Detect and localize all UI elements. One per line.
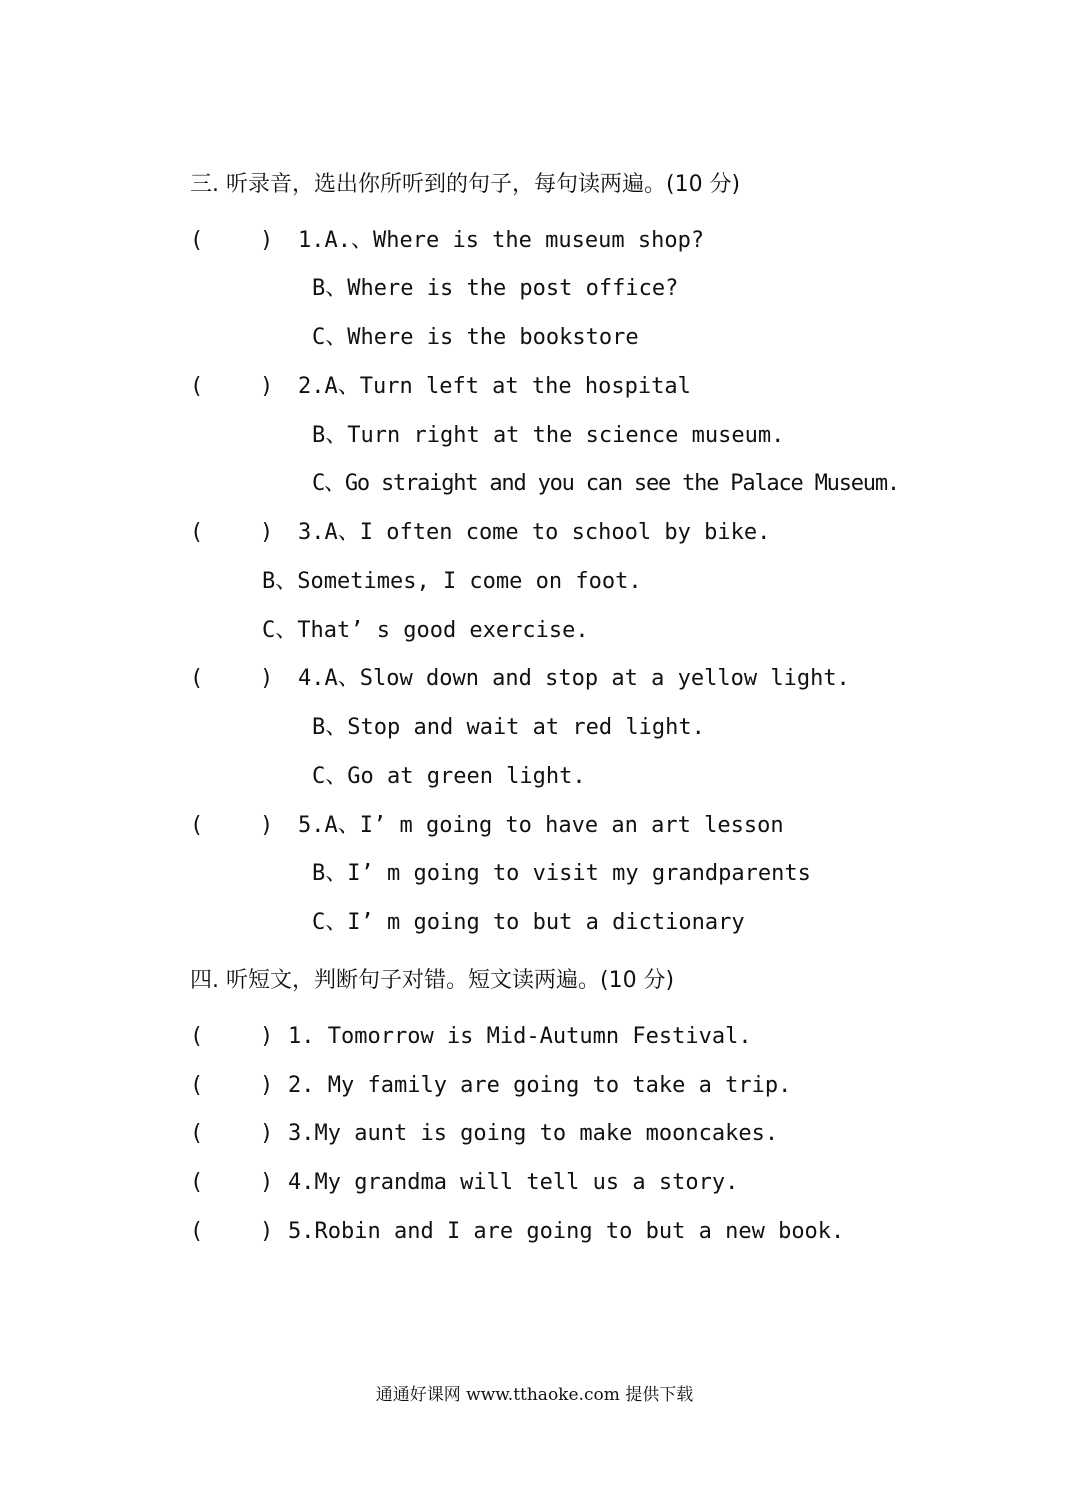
question-3-option-a: 3.A、I often come to school by bike. — [298, 520, 771, 545]
answer-bracket-open: ( — [190, 1073, 204, 1098]
question-2-option-a: 2.A、Turn left at the hospital — [298, 374, 691, 399]
judge-item-3: 3.My aunt is going to make mooncakes. — [288, 1121, 779, 1146]
answer-bracket-open: ( — [190, 1170, 204, 1195]
answer-bracket-close: ) — [260, 666, 274, 691]
answer-bracket-open: ( — [190, 1219, 204, 1244]
answer-bracket-close: ) — [260, 374, 274, 399]
judge-item-2: 2. My family are going to take a trip. — [288, 1073, 792, 1098]
question-1-option-b: B、Where is the post office? — [312, 276, 679, 301]
answer-bracket-close: ) — [260, 228, 274, 253]
page-footer: 通通好课网 www.tthaoke.com 提供下载 — [375, 1385, 694, 1405]
section-4-title: 四. 听短文，判断句子对错。短文读两遍。(10 分) — [190, 968, 675, 993]
judge-item-5: 5.Robin and I are going to but a new book. — [288, 1219, 845, 1244]
question-1-option-c: C、Where is the bookstore — [312, 325, 639, 350]
section-3-title: 三. 听录音，选出你所听到的句子，每句读两遍。(10 分) — [190, 172, 741, 197]
judge-item-4: 4.My grandma will tell us a story. — [288, 1170, 739, 1195]
answer-bracket-open: ( — [190, 1024, 204, 1049]
question-2-option-b: B、Turn right at the science museum. — [312, 423, 785, 448]
question-2-option-c: C、Go straight and you can see the Palace Museum. — [312, 471, 899, 496]
answer-bracket-close: ) — [260, 1170, 274, 1195]
question-5-option-a: 5.A、I’ m going to have an art lesson — [298, 813, 784, 838]
answer-bracket-open: ( — [190, 374, 204, 399]
answer-bracket-open: ( — [190, 228, 204, 253]
question-4-option-a: 4.A、Slow down and stop at a yellow light. — [298, 666, 850, 691]
question-4-option-c: C、Go at green light. — [312, 764, 586, 789]
answer-bracket-open: ( — [190, 813, 204, 838]
answer-bracket-open: ( — [190, 666, 204, 691]
question-5-option-b: B、I’ m going to visit my grandparents — [312, 861, 811, 886]
question-4-option-b: B、Stop and wait at red light. — [312, 715, 705, 740]
question-3-option-c: C、That’ s good exercise. — [262, 618, 589, 643]
question-1-option-a: 1.A.、Where is the museum shop? — [298, 228, 705, 253]
answer-bracket-close: ) — [260, 1073, 274, 1098]
judge-item-1: 1. Tomorrow is Mid-Autumn Festival. — [288, 1024, 752, 1049]
answer-bracket-close: ) — [260, 813, 274, 838]
answer-bracket-open: ( — [190, 1121, 204, 1146]
answer-bracket-close: ) — [260, 520, 274, 545]
answer-bracket-close: ) — [260, 1121, 274, 1146]
answer-bracket-close: ) — [260, 1024, 274, 1049]
question-3-option-b: B、Sometimes, I come on foot. — [262, 569, 642, 594]
question-5-option-c: C、I’ m going to but a dictionary — [312, 910, 745, 935]
answer-bracket-open: ( — [190, 520, 204, 545]
answer-bracket-close: ) — [260, 1219, 274, 1244]
